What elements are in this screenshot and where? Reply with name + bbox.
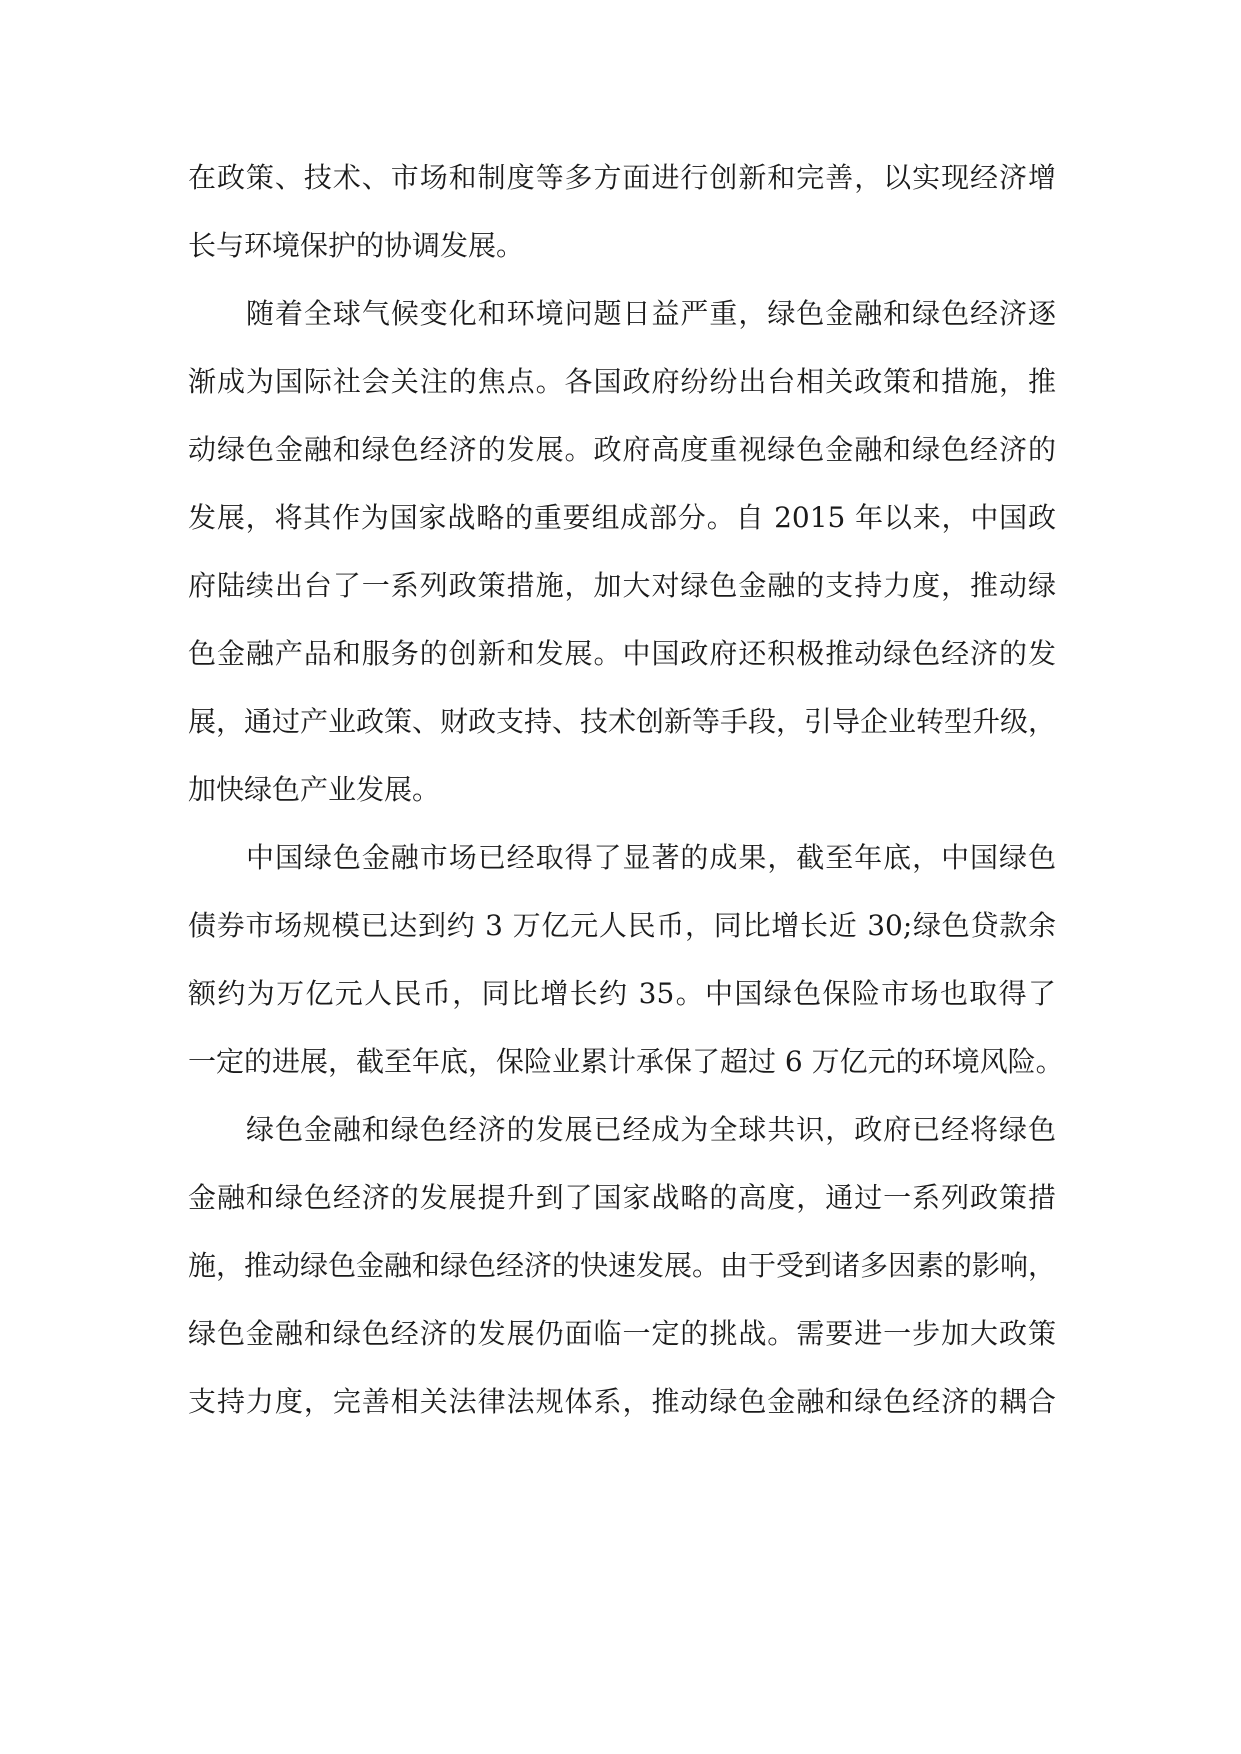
body-text bbox=[188, 144, 1064, 1436]
text-line: 债券市场规模已达到约 3 万亿元人民币，同比增长近 30;绿色贷款余 bbox=[188, 909, 1056, 942]
text-line: 随着全球气候变化和环境问题日益严重，绿色金融和绿色经济逐 bbox=[246, 297, 1056, 330]
text-line: 在政策、技术、市场和制度等多方面进行创新和完善，以实现经济增 bbox=[188, 161, 1056, 194]
text-line: 中国绿色金融市场已经取得了显著的成果，截至年底，中国绿色 bbox=[246, 841, 1056, 874]
text-line: 府陆续出台了一系列政策措施，加大对绿色金融的支持力度，推动绿 bbox=[188, 569, 1056, 602]
text-line: 发展，将其作为国家战略的重要组成部分。自 2015 年以来，中国政 bbox=[188, 501, 1056, 534]
paragraph-1 bbox=[188, 144, 1056, 280]
text-line: 渐成为国际社会关注的焦点。各国政府纷纷出台相关政策和措施，推 bbox=[188, 365, 1056, 398]
text-line: 加快绿色产业发展。 bbox=[188, 773, 441, 806]
text-line: 展，通过产业政策、财政支持、技术创新等手段，引导企业转型升级， bbox=[188, 705, 1057, 738]
text-line: 一定的进展，截至年底，保险业累计承保了超过 6 万亿元的环境风险。 bbox=[188, 1045, 1064, 1078]
text-line: 额约为万亿元人民币，同比增长约 35。中国绿色保险市场也取得了 bbox=[188, 977, 1056, 1010]
text-line: 色金融产品和服务的创新和发展。中国政府还积极推动绿色经济的发 bbox=[188, 637, 1056, 670]
text-line: 施，推动绿色金融和绿色经济的快速发展。由于受到诸多因素的影响， bbox=[188, 1249, 1057, 1282]
paragraph-2 bbox=[188, 280, 1056, 824]
text-line: 长与环境保护的协调发展。 bbox=[188, 229, 525, 262]
paragraph-3 bbox=[188, 824, 1064, 1096]
text-line: 金融和绿色经济的发展提升到了国家战略的高度，通过一系列政策措 bbox=[188, 1181, 1056, 1214]
text-line: 绿色金融和绿色经济的发展已经成为全球共识，政府已经将绿色 bbox=[246, 1113, 1056, 1146]
text-line: 动绿色金融和绿色经济的发展。政府高度重视绿色金融和绿色经济的 bbox=[188, 433, 1056, 466]
text-line: 绿色金融和绿色经济的发展仍面临一定的挑战。需要进一步加大政策 bbox=[188, 1317, 1056, 1350]
paragraph-4 bbox=[188, 1096, 1056, 1436]
text-line: 支持力度，完善相关法律法规体系，推动绿色金融和绿色经济的耦合 bbox=[188, 1385, 1056, 1418]
